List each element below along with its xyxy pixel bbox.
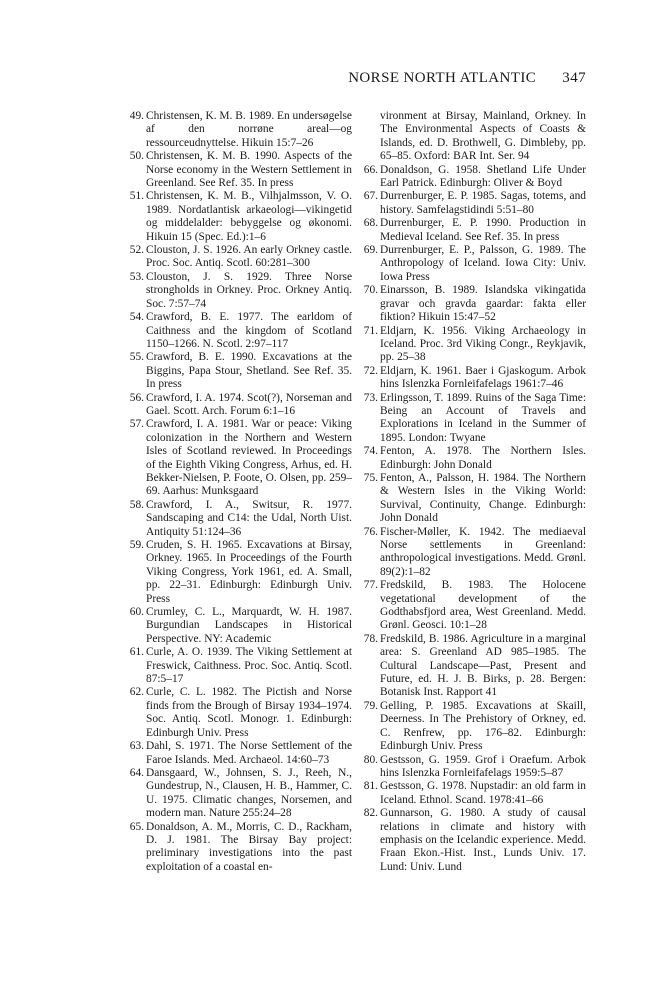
- reference-text: Durrenburger, E. P. 1990. Production in Medieval Iceland. See Ref. 35. In press: [380, 217, 586, 243]
- reference-entry: [122, 110, 352, 150]
- reference-entry: [122, 271, 352, 311]
- reference-number: 65.: [129, 820, 144, 833]
- reference-number: 50.: [129, 150, 144, 163]
- reference-text: Donaldson, A. M., Morris, C. D., Rackham, D. J. 1981. The Birsay Bay project: preliminary investigations into the past exploitation of a coastal en-: [146, 820, 352, 873]
- reference-text: Durrenburger, E. P. 1985. Sagas, totems, and history. Samfelagstidindi 5:51–80: [380, 190, 586, 216]
- reference-entry: [356, 472, 586, 526]
- reference-entry: [356, 190, 586, 217]
- reference-text: Gunnarson, G. 1980. A study of causal relations in climate and history with emphasis on the Icelandic experience. Medd. Fraan Ekon.-Hist. Inst., Lunds Univ. 17. Lund: Univ. Lund: [380, 807, 586, 873]
- reference-text: Dansgaard, W., Johnsen, S. J., Reeh, N., Gundestrup, N., Clausen, H. B., Hammer, C. U. 1975. Climatic changes, Norsemen, and modern man. Nature 255:24–28: [146, 766, 352, 820]
- reference-entry: [356, 807, 586, 874]
- reference-text: Christensen, K. M. B., Vilhjalmsson, V. O. 1989. Nordatlantisk arkaeologi—vikingetid og middelalder: bebyggelse og økonomi. Hikuin 15 (Spec. Ed.):1–6: [146, 190, 352, 243]
- reference-text: Fredskild, B. 1983. The Holocene vegetational development of the Godthabsfjord area, West Greenland. Medd. Grønl. Geosci. 10:1–28: [380, 579, 586, 632]
- reference-text: Curle, C. L. 1982. The Pictish and Norse finds from the Brough of Birsay 1934–1974. Soc. Antiq. Scotl. Monogr. 1. Edinburgh: Edinburgh Univ. Press: [146, 686, 352, 739]
- reference-entry: [356, 217, 586, 244]
- reference-entry: [356, 445, 586, 472]
- reference-entry: [356, 164, 586, 191]
- reference-text: Fischer-Møller, K. 1942. The mediaeval Norse settlements in Greenland: anthropological investigations. Medd. Grønl. 89(2):1–82: [380, 525, 586, 578]
- reference-number: 68.: [363, 217, 378, 230]
- page-number: 347: [562, 70, 586, 86]
- reference-entry: [356, 700, 586, 754]
- reference-entry: [122, 821, 352, 875]
- reference-entry: [122, 606, 352, 646]
- reference-text: Crawford, B. E. 1990. Excavations at the Biggins, Papa Stour, Shetland. See Ref. 35. In press: [146, 351, 352, 391]
- reference-entry: [356, 780, 586, 807]
- reference-entry: [356, 392, 586, 446]
- reference-text: Crawford, I. A. 1981. War or peace: Viking colonization in the Northern and Western Isles of Scotland reviewed. In Proceedings of the Eighth Viking Congress, Arhus, ed. H. Bekker-Nielsen, P. Foote, O. Olsen, pp. 259–69. Aarhus: Munksgaard: [146, 418, 352, 498]
- reference-entry: [122, 418, 352, 498]
- reference-continuation: [356, 110, 586, 164]
- reference-number: 62.: [129, 686, 144, 699]
- reference-entry: [356, 754, 586, 781]
- reference-number: 74.: [363, 445, 378, 458]
- reference-text: Eldjarn, K. 1956. Viking Archaeology in Iceland. Proc. 3rd Viking Congr., Reykjavik, pp. 25–38: [380, 324, 586, 364]
- reference-number: 60.: [129, 606, 144, 619]
- reference-number: 59.: [129, 539, 144, 551]
- reference-number: 72.: [363, 364, 378, 377]
- reference-number: 67.: [363, 190, 378, 203]
- running-header: [0, 70, 586, 87]
- reference-entry: [356, 284, 586, 324]
- reference-text: Fenton, A. 1978. The Northern Isles. Edinburgh: John Donald: [380, 445, 586, 471]
- reference-number: 55.: [129, 351, 144, 364]
- reference-entry: [356, 579, 586, 633]
- reference-number: 75.: [363, 471, 378, 484]
- reference-text: Gestsson, G. 1959. Grof i Oraefum. Arbok hins Islenzka Fornleifafelags 1959:5–87: [380, 753, 586, 779]
- reference-entry: [122, 767, 352, 821]
- reference-entry: [122, 351, 352, 391]
- reference-entry: [122, 499, 352, 539]
- running-title: NORSE NORTH ATLANTIC: [348, 70, 537, 86]
- reference-entry: [122, 392, 352, 419]
- reference-text: Fenton, A., Palsson, H. 1984. The Northern & Western Isles in the Viking World: Survival, Continuity, Change. Edinburgh: John Donald: [380, 471, 586, 525]
- reference-column-left: [122, 110, 352, 874]
- reference-number: 52.: [129, 244, 144, 257]
- reference-text: Gelling, P. 1985. Excavations at Skaill, Deerness. In The Prehistory of Orkney, ed. C. Renfrew, pp. 176–82. Edinburgh: Edinburgh Univ. Press: [380, 699, 586, 753]
- reference-entry: [122, 150, 352, 190]
- reference-entry: [356, 244, 586, 284]
- reference-text: Christensen, K. M. B. 1990. Aspects of the Norse economy in the Western Settlement in Greenland. See Ref. 35. In press: [146, 150, 352, 190]
- reference-number: 82.: [363, 807, 378, 820]
- reference-number: 66.: [363, 163, 378, 176]
- reference-number: 76.: [363, 525, 378, 538]
- reference-text: Erlingsson, T. 1899. Ruins of the Saga Time: Being an Account of Travels and Explorations in Iceland in the Summer of 1895. London: Twyane: [380, 391, 586, 444]
- reference-number: 58.: [129, 498, 144, 511]
- reference-entry: [122, 539, 352, 606]
- reference-column-right: [356, 110, 586, 874]
- reference-entry: [356, 526, 586, 580]
- reference-text: Curle, A. O. 1939. The Viking Settlement at Freswick, Caithness. Proc. Soc. Antiq. Scotl. 87:5–17: [146, 646, 352, 686]
- reference-number: 56.: [129, 391, 144, 404]
- reference-entry: [122, 686, 352, 740]
- reference-number: 80.: [363, 753, 378, 766]
- reference-number: 77.: [363, 579, 378, 592]
- reference-text: Durrenburger, E. P., Palsson, G. 1989. The Anthropology of Iceland. Iowa City: Univ. Iowa Press: [380, 244, 586, 283]
- reference-number: 81.: [363, 780, 378, 793]
- reference-number: 71.: [363, 324, 378, 337]
- reference-number: 51.: [129, 190, 144, 203]
- reference-number: 70.: [363, 284, 378, 297]
- reference-text: Clouston, J. S. 1929. Three Norse strongholds in Orkney. Proc. Orkney Antiq. Soc. 7:57–74: [146, 270, 352, 310]
- reference-entry: [356, 633, 586, 700]
- reference-text: vironment at Birsay, Mainland, Orkney. In The Environmental Aspects of Coasts & Islands, ed. D. Brothwell, G. Dimbleby, pp. 65–85. Oxford: BAR Int. Ser. 94: [380, 110, 586, 163]
- reference-text: Clouston, J. S. 1926. An early Orkney castle. Proc. Soc. Antiq. Scotl. 60:281–300: [146, 244, 352, 270]
- reference-entry: [122, 646, 352, 686]
- reference-entry: [122, 740, 352, 767]
- reference-number: 69.: [363, 244, 378, 257]
- reference-text: Crawford, I. A. 1974. Scot(?), Norseman and Gael. Scott. Arch. Forum 6:1–16: [146, 391, 352, 417]
- reference-text: Eldjarn, K. 1961. Baer i Gjaskogum. Arbok hins Islenzka Fornleifafelags 1961:7–46: [380, 364, 586, 391]
- reference-text: Dahl, S. 1971. The Norse Settlement of the Faroe Islands. Med. Archaeol. 14:60–73: [146, 740, 352, 766]
- reference-number: 73.: [363, 391, 378, 404]
- reference-text: Crawford, I. A., Switsur, R. 1977. Sandscaping and C14: the Udal, North Uist. Antiquity 51:124–36: [146, 498, 352, 538]
- reference-number: 63.: [129, 740, 144, 753]
- reference-text: Fredskild, B. 1986. Agriculture in a marginal area: S. Greenland AD 985–1985. The Cultural Landscape—Past, Present and Future, ed. H. J. B. Birks, p. 28. Bergen: Botanisk Inst. Rapport 41: [380, 632, 586, 699]
- reference-text: Crawford, B. E. 1977. The earldom of Caithness and the kingdom of Scotland 1150–1266. N. Scotl. 2:97–117: [146, 311, 352, 350]
- reference-entry: [356, 325, 586, 365]
- reference-number: 61.: [129, 646, 144, 659]
- reference-entry: [122, 311, 352, 351]
- reference-text: Crumley, C. L., Marquardt, W. H. 1987. Burgundian Landscapes in Historical Perspective. NY: Academic: [146, 606, 352, 645]
- reference-number: 78.: [363, 632, 378, 645]
- reference-number: 64.: [129, 766, 144, 779]
- reference-text: Gestsson, G. 1978. Nupstadir: an old farm in Iceland. Ethnol. Scand. 1978:41–66: [380, 780, 586, 806]
- reference-text: Donaldson, G. 1958. Shetland Life Under Earl Patrick. Edinburgh: Oliver & Boyd: [380, 163, 586, 190]
- reference-entry: [122, 190, 352, 244]
- reference-number: 54.: [129, 311, 144, 324]
- reference-number: 49.: [129, 110, 144, 122]
- reference-entry: [122, 244, 352, 271]
- reference-number: 57.: [129, 418, 144, 431]
- reference-entry: [356, 365, 586, 392]
- reference-number: 53.: [129, 270, 144, 283]
- reference-text: Cruden, S. H. 1965. Excavations at Birsay, Orkney. 1965. In Proceedings of the Fourth Viking Congress, York 1961, ed. A. Small, pp. 22–31. Edinburgh: Edinburgh Univ. Press: [146, 539, 352, 605]
- reference-number: 79.: [363, 699, 378, 712]
- reference-text: Einarsson, B. 1989. Islandska vikingatida gravar och gravda gaardar: fakta eller fiktion? Hikuin 15:47–52: [380, 284, 586, 324]
- reference-text: Christensen, K. M. B. 1989. En undersøgelse af den norrøne areal—og ressourceudnyttelse. Hikuin 15:7–26: [146, 110, 352, 149]
